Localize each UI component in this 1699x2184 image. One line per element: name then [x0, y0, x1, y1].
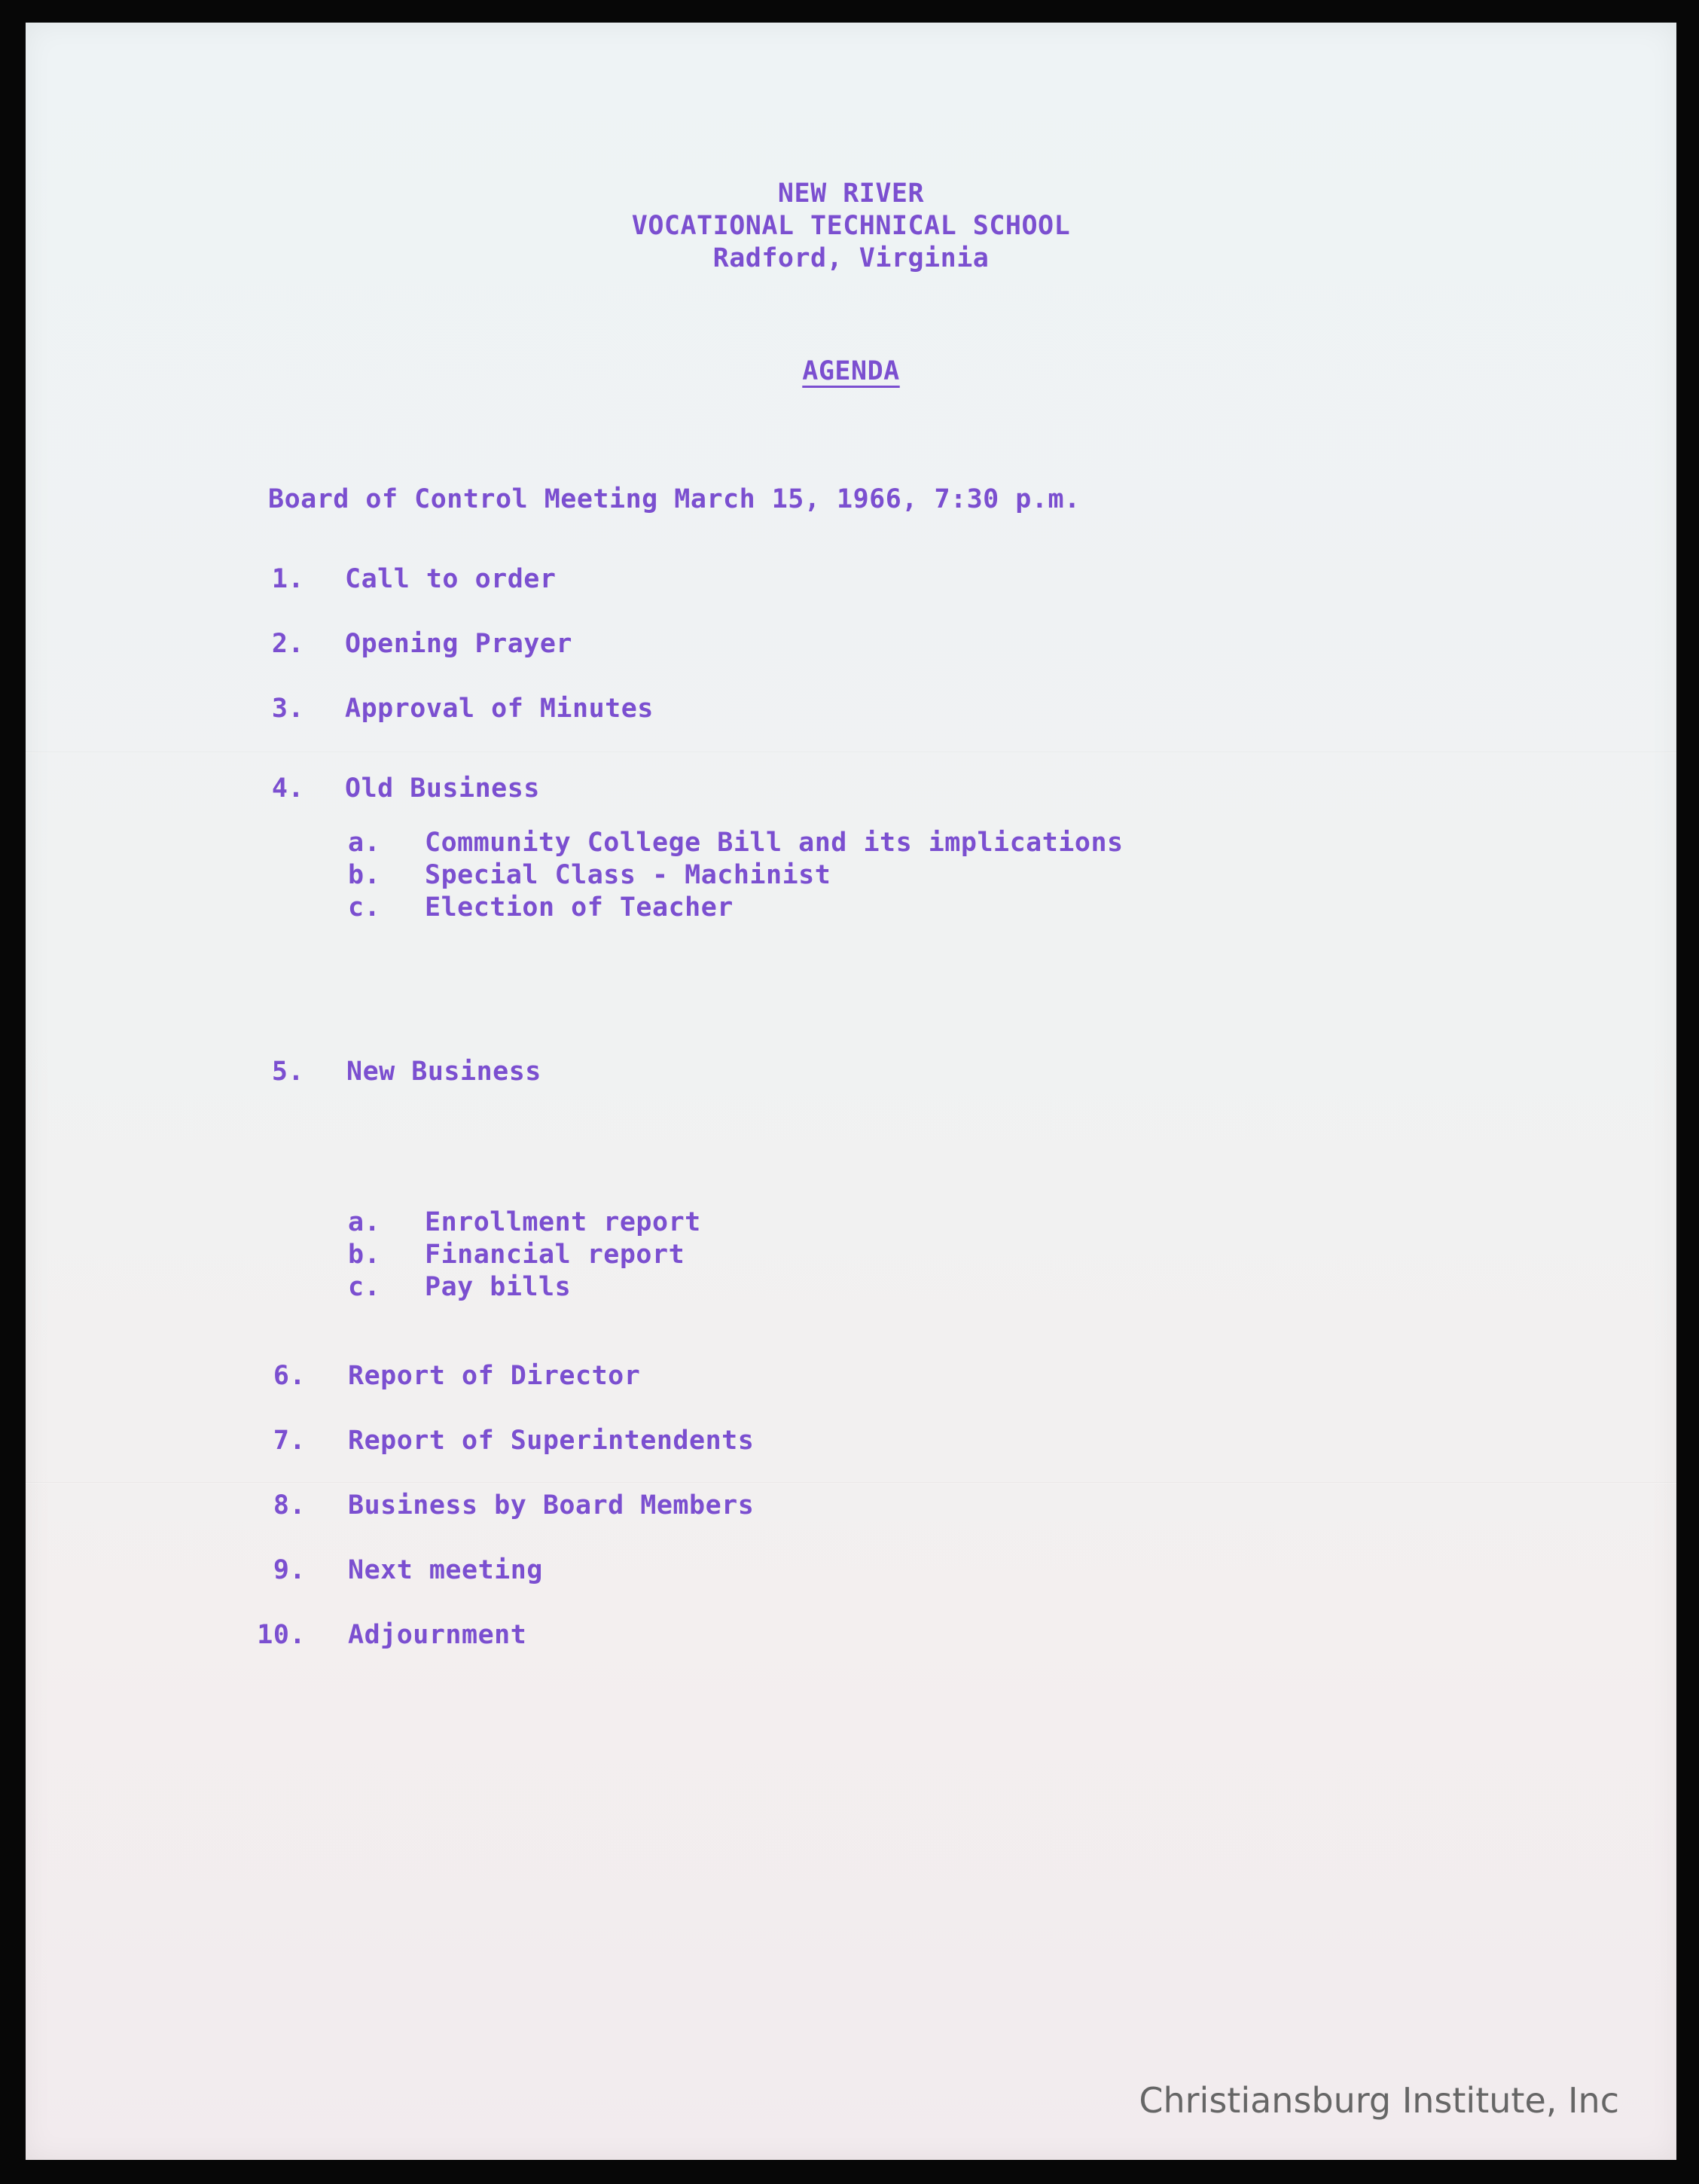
item-label: Call to order [345, 564, 557, 594]
sub-item-letter: a. [348, 1207, 381, 1237]
item-label: Business by Board Members [348, 1490, 755, 1521]
paper-fold-line [26, 752, 1676, 753]
item-label: Report of Director [348, 1361, 641, 1391]
item-number: 4. [271, 773, 304, 804]
item-number: 1. [271, 564, 304, 594]
item-number: 8. [273, 1490, 306, 1521]
sub-item-letter: c. [348, 892, 381, 923]
item-label: New Business [346, 1057, 541, 1087]
school-name-line2: VOCATIONAL TECHNICAL SCHOOL [631, 211, 1071, 241]
sub-item-letter: a. [348, 828, 381, 858]
agenda-title: AGENDA [802, 356, 900, 386]
item-number: 10. [257, 1620, 306, 1650]
sub-item-label: Community College Bill and its implications [425, 828, 1124, 858]
watermark: Christiansburg Institute, Inc [1139, 2080, 1619, 2121]
item-label: Approval of Minutes [345, 694, 654, 724]
school-name-line1: NEW RIVER [777, 178, 925, 209]
meeting-info: Board of Control Meeting March 15, 1966, 7:30 p.m. [268, 484, 1081, 514]
item-number: 2. [271, 629, 304, 659]
item-label: Adjournment [348, 1620, 527, 1650]
sub-item-label: Financial report [425, 1240, 685, 1270]
item-label: Report of Superintendents [348, 1426, 755, 1456]
item-label: Next meeting [348, 1555, 543, 1585]
item-number: 3. [271, 694, 304, 724]
item-number: 6. [273, 1361, 306, 1391]
sub-item-label: Special Class - Machinist [425, 860, 831, 890]
sub-item-label: Election of Teacher [425, 892, 734, 923]
sub-item-letter: b. [348, 860, 381, 890]
item-label: Opening Prayer [345, 629, 573, 659]
paper-fold-line [26, 1482, 1676, 1484]
item-label: Old Business [345, 773, 540, 804]
sub-item-letter: c. [348, 1272, 381, 1302]
school-location: Radford, Virginia [712, 243, 990, 273]
sub-item-letter: b. [348, 1240, 381, 1270]
sub-item-label: Pay bills [425, 1272, 572, 1302]
document-page [26, 23, 1676, 2160]
sub-item-label: Enrollment report [425, 1207, 701, 1237]
item-number: 9. [273, 1555, 306, 1585]
item-number: 7. [273, 1426, 306, 1456]
item-number: 5. [271, 1057, 304, 1087]
